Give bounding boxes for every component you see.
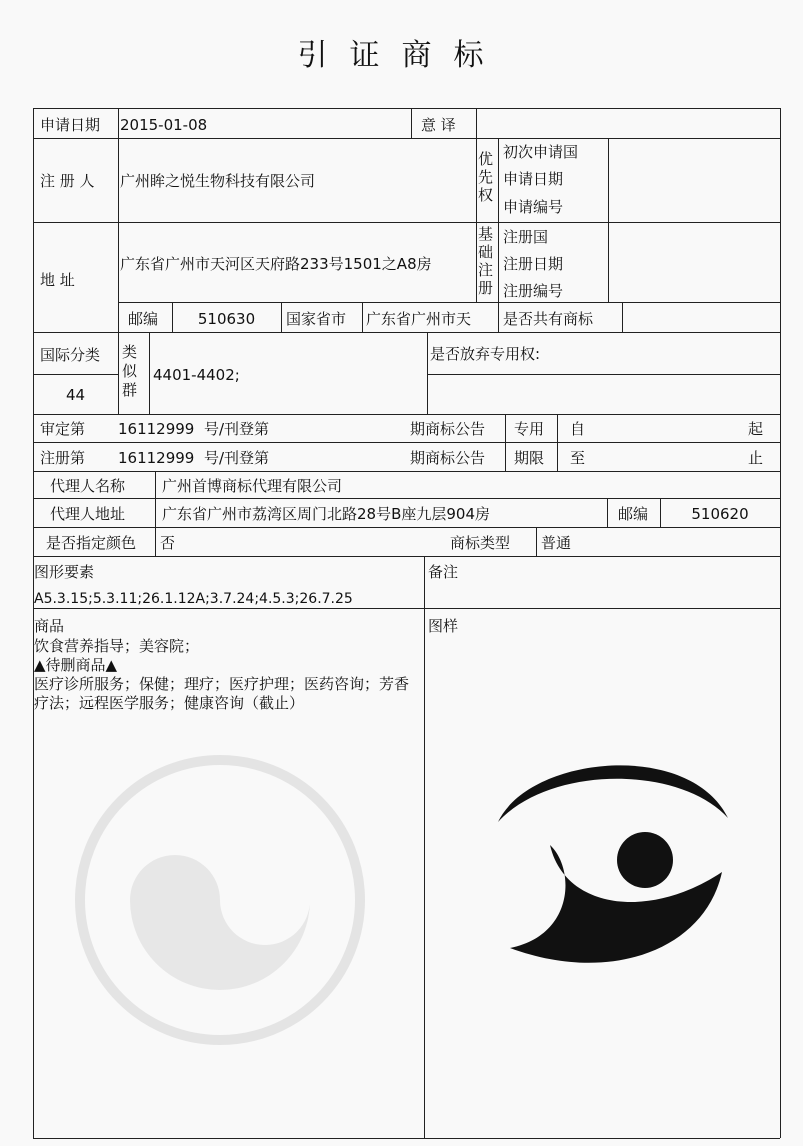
registration-suffix: 号/刊登第 <box>204 449 270 467</box>
registration-label: 注册第 <box>40 449 86 467</box>
approval-suffix: 号/刊登第 <box>204 420 270 438</box>
color-value: 否 <box>160 534 176 552</box>
postcode-label: 邮编 <box>128 310 159 328</box>
document-title: 引证商标 <box>297 38 506 73</box>
reg-number-label: 注册编号 <box>503 282 564 300</box>
agent-address-value: 广东省广州市荔湾区周门北路28号B座九层904房 <box>162 505 491 523</box>
end-label: 止 <box>748 449 764 467</box>
registrant-label: 注 册 人 <box>40 172 95 190</box>
exclusive-label: 专用 <box>514 420 545 438</box>
country-city-value: 广东省广州市天 <box>366 310 472 328</box>
start-label: 起 <box>748 420 764 438</box>
registration-announcement: 期商标公告 <box>410 449 486 467</box>
goods-item: 饮食营养指导；美容院； <box>34 637 200 655</box>
registrant-value: 广州眸之悦生物科技有限公司 <box>120 172 316 190</box>
goods-label: 商品 <box>34 617 65 635</box>
approval-announcement: 期商标公告 <box>410 420 486 438</box>
first-number-label: 申请编号 <box>503 198 564 216</box>
registration-number: 16112999 <box>118 449 195 467</box>
goods-list <box>34 637 414 713</box>
base-reg-label: 基础注册 <box>478 225 494 297</box>
color-label: 是否指定颜色 <box>46 534 137 552</box>
similar-group-label: 类似群 <box>122 343 138 399</box>
apply-date-label: 申请日期 <box>40 116 101 134</box>
intl-class-value: 44 <box>65 386 86 404</box>
approval-label: 审定第 <box>40 420 86 438</box>
first-country-label: 初次申请国 <box>503 143 579 161</box>
address-label: 地 址 <box>40 271 75 289</box>
term-label: 期限 <box>514 449 545 467</box>
apply-date-value: 2015-01-08 <box>120 116 208 134</box>
abandon-label: 是否放弃专用权: <box>430 345 541 363</box>
mark-type-label: 商标类型 <box>450 534 511 552</box>
trademark-logo <box>490 750 730 990</box>
translation-label: 意 译 <box>421 116 456 134</box>
elements-label: 图形要素 <box>34 563 95 581</box>
similar-group-value: 4401-4402; <box>153 366 240 384</box>
postcode-value: 510630 <box>197 310 256 328</box>
from-label: 自 <box>570 420 586 438</box>
remarks-label: 备注 <box>428 563 459 581</box>
address-value: 广东省广州市天河区天府路233号1501之A8房 <box>120 255 432 273</box>
approval-number: 16112999 <box>118 420 195 438</box>
country-city-label: 国家省市 <box>286 310 347 328</box>
agent-name-label: 代理人名称 <box>50 477 126 495</box>
agent-address-label: 代理人地址 <box>50 505 126 523</box>
agent-name-value: 广州首博商标代理有限公司 <box>162 477 343 495</box>
goods-item: ▲待删商品▲ <box>34 656 118 674</box>
reg-date-label: 注册日期 <box>503 255 564 273</box>
goods-item: 医疗诊所服务；保健；理疗；医疗护理；医药咨询；芳香疗法；远程医学服务；健康咨询（截止） <box>34 675 410 712</box>
agent-postcode-label: 邮编 <box>618 505 649 523</box>
priority-label: 优先权 <box>478 150 494 204</box>
reg-country-label: 注册国 <box>503 228 549 246</box>
mark-type-value: 普通 <box>541 534 572 552</box>
first-date-label: 申请日期 <box>503 170 564 188</box>
agent-postcode-value: 510620 <box>691 505 749 523</box>
sample-label: 图样 <box>428 617 459 635</box>
elements-value: A5.3.15;5.3.11;26.1.12A;3.7.24;4.5.3;26.7.25 <box>34 591 353 607</box>
to-label: 至 <box>570 449 586 467</box>
intl-class-label: 国际分类 <box>40 346 101 364</box>
watermark-seal <box>70 750 370 1050</box>
shared-mark-label: 是否共有商标 <box>503 310 594 328</box>
